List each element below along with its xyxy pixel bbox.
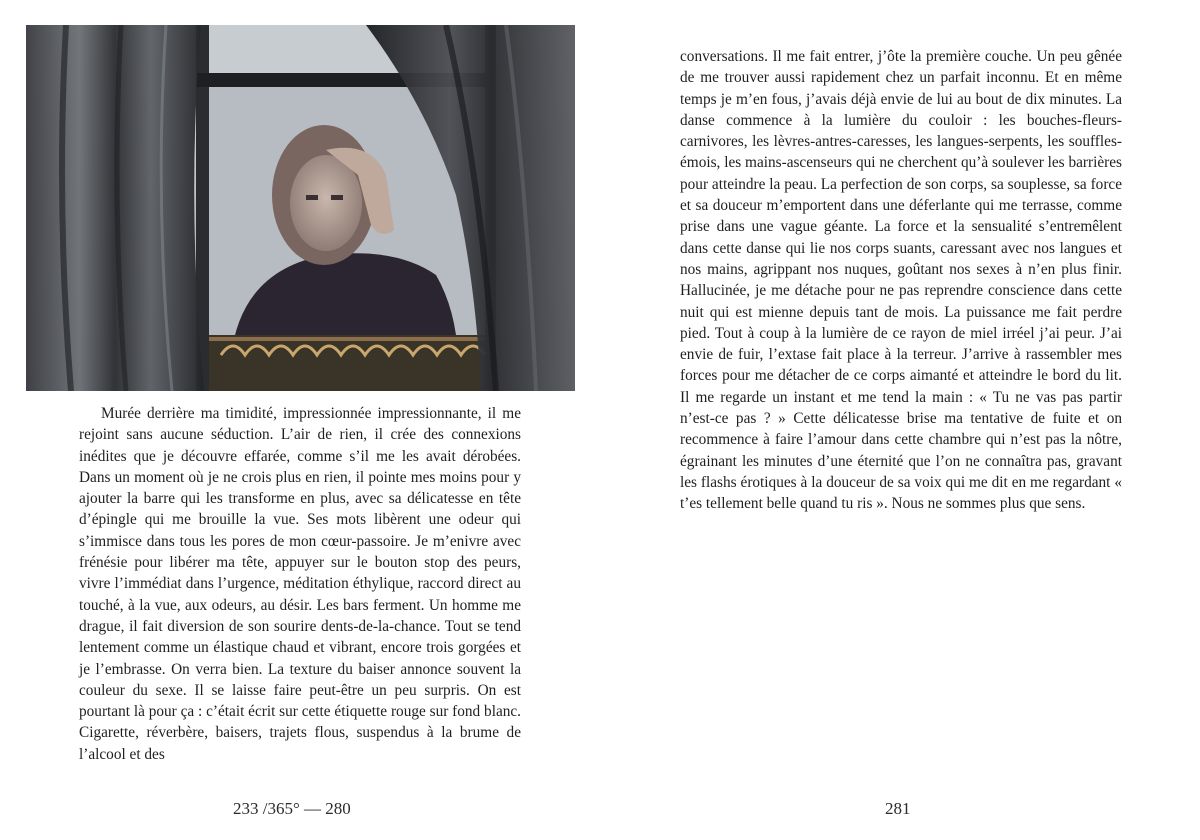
photograph-girl-behind-window	[26, 25, 575, 391]
left-folio: 233 /365° — 280	[233, 799, 351, 818]
right-text-block	[680, 46, 1122, 515]
photo-illustration	[26, 25, 575, 391]
right-paragraph: conversations. Il me fait entrer, j’ôte la première couche. Un peu gênée de me trouver aussi rapidement chez un parfait inconnu. Et en même temps je m’en fous, j’avais déjà envie de lui au bout de dix minutes. La danse commence à la lumière du couloir : les bouches-fleurs-carnivores, les lèvres-antres-caresses, les langues-serpents, les souffles-émois, les mains-ascenseurs qui ne cherchent qu’à soulever les barrières pour atteindre la peau. La perfection de son corps, sa souplesse, sa force et sa douceur m’emportent dans une déferlante qui me terrasse, comme prise dans une vague géante. La force et la sensualité s’entremêlent dans cette danse qui lie nos corps suants, caressant avec nos langues et nos mains, agrippant nos nuques, goûtant nos sexes à n’en plus finir. Hallucinée, je me détache pour ne pas reprendre conscience dans cette nuit qui est mienne depuis tant de mois. La puissance me fait perdre pied. Tout à coup à la lumière de ce rayon de miel irréel j’ai peur. J’ai envie de fuir, l’extase fait place à la terreur. J’arrive à rassembler mes forces pour me détacher de ce corps aimanté et atteindre le bord du lit. Il me regarde un instant et me tend la main : « Tu ne vas pas partir n’est-ce pas ? » Cette délicatesse brise ma tentative de fuite et on recommence à faire l’amour dans cette chambre qui n’est pas la nôtre, égrainant les minutes d’une éternité que l’on ne connaîtra pas, gravant les flashs érotiques à la douceur de sa voix qui me dit en me regardant « t’es tellement belle quand tu ris ». Nous ne sommes plus que sens.	[680, 48, 1122, 513]
right-folio: 281	[885, 799, 911, 818]
left-text-block	[79, 403, 521, 765]
right-page	[600, 0, 1200, 840]
left-paragraph: Murée derrière ma timidité, impressionnée impressionnante, il me rejoint sans aucune séduction. L’air de rien, il crée des connexions inédites que je découvre effarée, comme s’il me les avait dérobées. Dans un moment où je ne crois plus en rien, il pointe mes moins pour y ajouter la barre qui les transforme en plus, avec sa délicatesse en tête d’épingle qui me brouille la vue. Ses mots libèrent une odeur qui s’immisce dans tous les pores de mon cœur-passoire. Je m’enivre avec frénésie pour libérer ma tête, appuyer sur le bouton stop des peurs, vivre l’immédiat dans l’urgence, méditation éthylique, raccord direct au touché, à la vue, aux odeurs, au désir. Les bars ferment. Un homme me drague, il fait diversion de son sourire dents-de-la-chance. Tout se tend lentement comme un élastique chaud et vibrant, encore trois gorgées et je l’embrasse. On verra bien. La texture du baiser annonce souvent la couleur du sexe. Il se laisse faire peut-être un peu surpris. On est pourtant là pour ça : c’était écrit sur cette étiquette rouge sur fond blanc. Cigarette, réverbère, baisers, trajets flous, suspendus à la brume de l’alcool et des	[79, 405, 521, 763]
